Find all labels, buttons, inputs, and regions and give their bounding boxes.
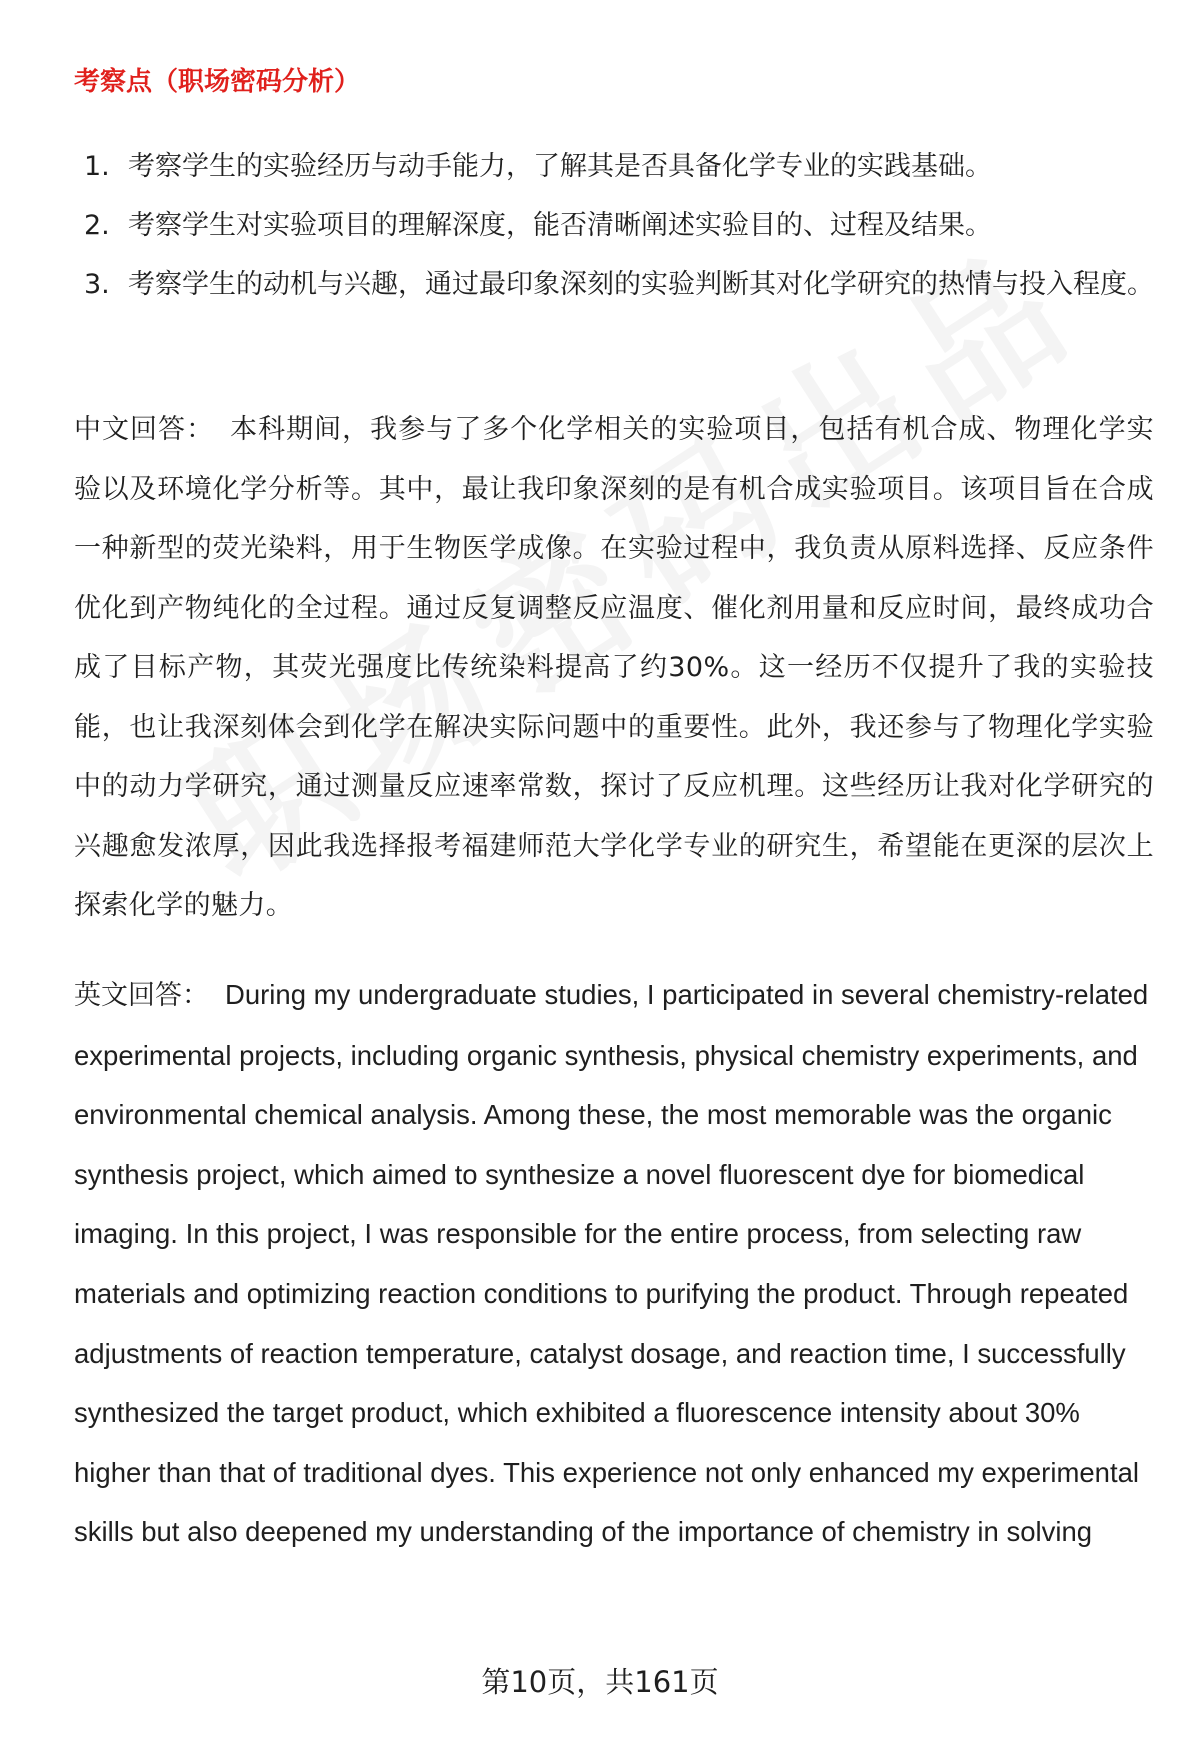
list-item-number: 2. (84, 210, 110, 241)
list-item (84, 196, 1154, 255)
list-item-number: 1. (84, 151, 110, 182)
page-number-footer: 第10页，共161页 (481, 1665, 719, 1699)
english-answer-paragraph (74, 965, 1154, 1562)
list-item-text: 考察学生的动机与兴趣，通过最印象深刻的实验判断其对化学研究的热情与投入程度。 (128, 269, 1154, 300)
english-answer-label: 英文回答： (74, 980, 209, 1011)
list-item-text: 考察学生的实验经历与动手能力，了解其是否具备化学专业的实践基础。 (128, 151, 992, 182)
chinese-answer-text: 本科期间，我参与了多个化学相关的实验项目，包括有机合成、物理化学实验以及环境化学分析等。其中，最让我印象深刻的是有机合成实验项目。该项目旨在合成一种新型的荧光染料，用于生物医学成像。在实验过程中，我负责从原料选择、反应条件优化到产物纯化的全过程。通过反复调整反应温度、催化剂用量和反应时间，最终成功合成了目标产物，其荧光强度比传统染料提高了约30%。这一经历不仅提升了我的实验技能，也让我深刻体会到化学在解决实际问题中的重要性。此外，我还参与了物理化学实验中的动力学研究，通过测量反应速率常数，探讨了反应机理。这些经历让我对化学研究的兴趣愈发浓厚，因此我选择报考福建师范大学化学专业的研究生，希望能在更深的层次上探索化学的魅力。 (74, 414, 1155, 921)
chinese-answer-paragraph (74, 400, 1154, 936)
list-item-number: 3. (84, 269, 110, 300)
chinese-answer-label: 中文回答： (74, 414, 215, 445)
list-item (84, 137, 1154, 196)
list-item-text: 考察学生对实验项目的理解深度，能否清晰阐述实验目的、过程及结果。 (128, 210, 992, 241)
english-answer-text: During my undergraduate studies, I participated in several chemistry-related experimental projects, including organic synthesis, physical chemistry experiments, and environmental chemical analysis. Among these, the most memorable was the organic synthesis project, which aimed to synthesize a novel fluorescent dye for biomedical imaging. In this project, I was responsible for the entire process, from selecting raw materials and optimizing reaction conditions to purifying the product. Through repeated adjustments of reaction temperature, catalyst dosage, and reaction time, I successfully synthesized the target product, which exhibited a fluorescence intensity about 30% higher than that of traditional dyes. This experience not only enhanced my experimental skills but also deepened my understanding of the importance of chemistry in solving (74, 979, 1149, 1548)
section-title: 考察点（职场密码分析） (74, 67, 361, 97)
list-item (84, 255, 1154, 314)
assessment-points-list (84, 137, 1154, 314)
